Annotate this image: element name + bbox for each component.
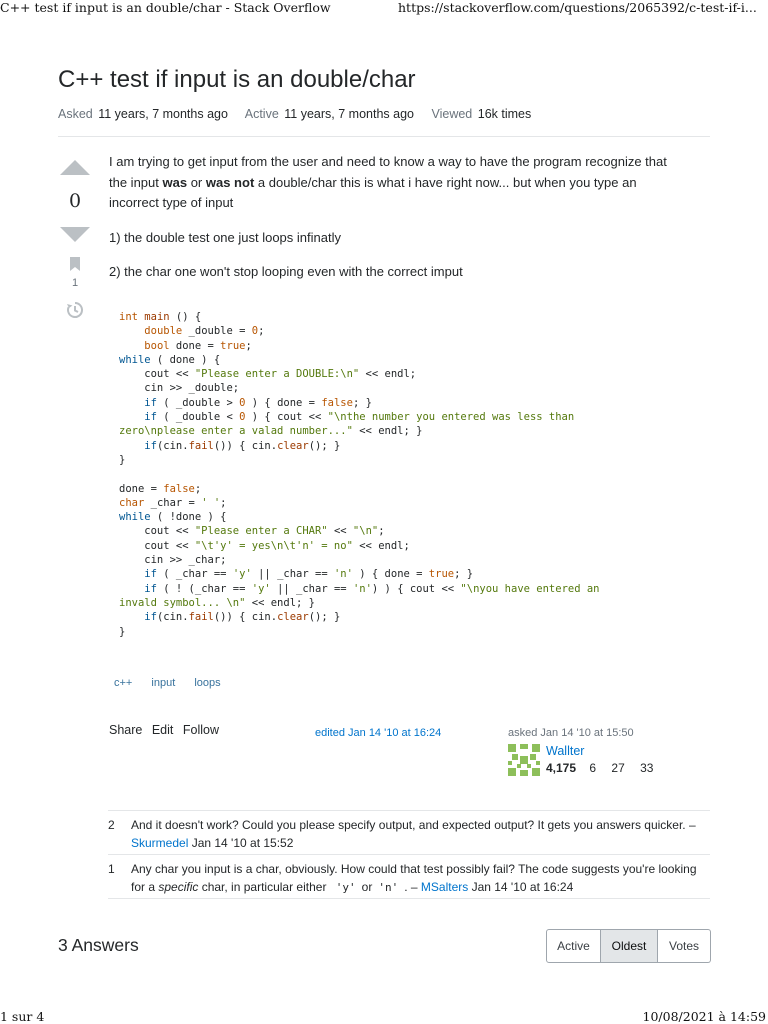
tag-list [114,677,237,689]
comment-user-link[interactable]: Skurmedel [131,836,189,850]
silver-badge-count: 27 [611,761,625,775]
bronze-badge-count: 33 [640,761,654,775]
vote-count: 0 [68,190,82,212]
print-footer [0,1009,768,1024]
answers-count-heading: 3 Answers [58,935,139,955]
tag-cpp[interactable]: c++ [114,677,133,689]
print-page-title: C++ test if input is an double/char - Stack Overflow [0,0,331,15]
body-paragraph: I am trying to get input from the user and need to know a way to have the program recognize that the input was or was not a double/char this is what i have right now... but when you type an incorrect type of input [109,154,667,210]
sort-oldest-tab[interactable]: Oldest [601,929,658,963]
owner-signature [508,727,708,775]
sort-votes-tab[interactable]: Votes [658,929,711,963]
tag-loops[interactable]: loops [194,677,221,689]
avatar[interactable] [508,744,540,776]
sort-active-tab[interactable]: Active [546,929,601,963]
question-meta [58,107,545,121]
edited-link[interactable]: edited Jan 14 '10 at 16:24 [315,727,442,739]
question-body [109,152,669,297]
question-title[interactable]: C++ test if input is an double/char [58,66,416,93]
bookmark-count: 1 [71,277,79,289]
downvote-arrow-icon[interactable] [60,227,90,242]
follow-link[interactable]: Follow [182,723,219,737]
answer-sort-tabs [546,929,711,963]
print-header [0,0,768,18]
share-link[interactable]: Share [109,723,143,737]
code-block: int main () { double _double = 0; bool done = true; while ( done ) { cout << "Please enter a DOUBLE:\n" << endl; cin >> _double; if ( _double > 0 ) { done = false; } if ( _double < 0 ) { cout << "\nthe number you entered was less than zero\nplease enter a valad number..." << endl; } if(cin.fail()) { cin.clear(); } } done = false; char _char = ' '; while ( !done ) { cout << "Please enter a CHAR" << "\n"; cout << "\t'y' = yes\n\t'n' = no" << endl; cin >> _char; if ( _char == 'y' || _char == 'n' ) { done = true; } if ( ! (_char == 'y' || _char == 'n') ) { cout << "\nyou have entered an invald symbol... \n" << endl; } if(cin.fail()) { cin.clear(); } } [109,303,709,648]
comments-divider [108,810,710,811]
comment-text: Any char you input is a char, obviously. How could that test possibly fail? The code suggests you're looking for a specific char, in particular either 'y' or 'n' . – MSalters Jan 14 '10 at 16:24 [131,862,697,894]
user-name-link[interactable]: Wallter [546,744,585,758]
upvote-arrow-icon[interactable] [60,160,90,175]
viewed-value: 16k times [477,107,532,121]
print-page-url: https://stackoverflow.com/questions/2065392/c-test-if-i... [398,0,757,15]
tag-input[interactable]: input [151,677,176,689]
history-icon[interactable] [66,301,84,319]
active-label: Active [244,107,279,121]
user-reputation [546,761,665,775]
active-value[interactable]: 11 years, 7 months ago [284,107,414,121]
header-divider [58,136,710,137]
viewed-label: Viewed [431,107,473,121]
comment-score: 1 [108,862,115,876]
comment-divider [108,854,710,855]
comment-score: 2 [108,818,115,832]
print-page-number: 1 sur 4 [0,1009,45,1024]
asked-value: 11 years, 7 months ago [98,107,228,121]
post-menu [109,723,225,737]
body-paragraph: 1) the double test one just loops infinatly [109,229,341,245]
comment-user-link[interactable]: MSalters [420,880,469,894]
bookmark-icon[interactable] [69,256,81,272]
reputation-score: 4,175 [546,761,577,775]
comment-divider [108,898,710,899]
edit-link[interactable]: Edit [151,723,174,737]
body-paragraph: 2) the char one won't stop looping even with the correct imput [109,264,463,279]
print-datetime: 10/08/2021 à 14:59 [642,1009,766,1024]
gold-badge-count: 6 [589,761,597,775]
asked-date: asked Jan 14 '10 at 15:50 [508,727,634,739]
asked-label: Asked [58,107,93,121]
comment-text: And it doesn't work? Could you please specify output, and expected output? It gets you answers quicker. – Skurmedel Jan 14 '10 at 15:52 [131,818,696,850]
